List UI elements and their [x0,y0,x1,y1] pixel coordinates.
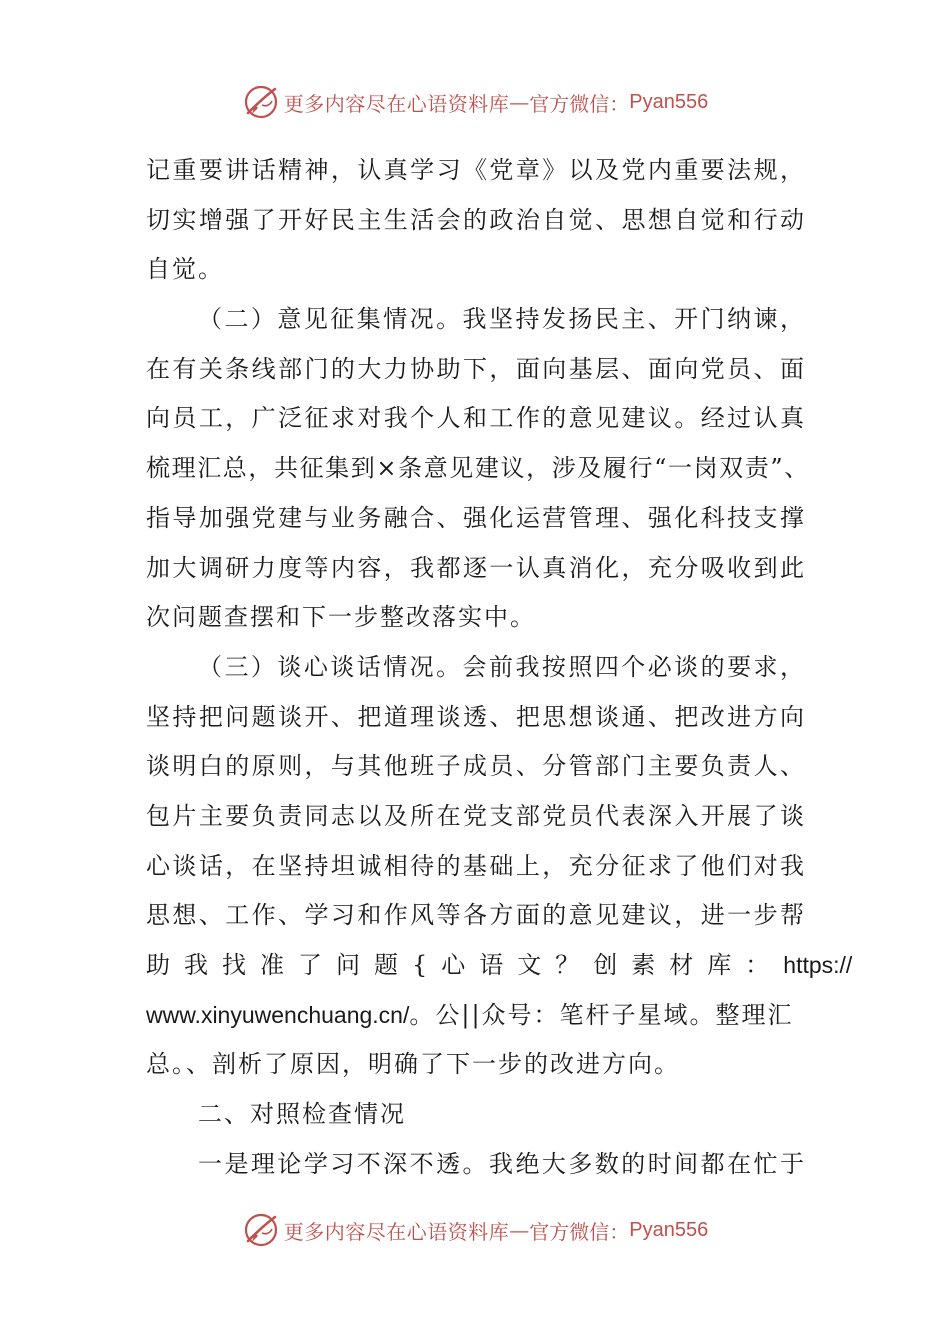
text-line: 指导加强党建与业务融合、强化运营管理、强化科技支撑 [146,503,806,532]
text-line-part: 助我找准了问题{心语文？创素材库： [146,951,784,979]
text-line: 记重要讲话精神，认真学习《党章》以及党内重要法规， [146,156,806,184]
section-heading: 二、对照检查情况 [198,1100,406,1129]
text-line: 一是理论学习不深不透。我绝大多数的时间都在忙于 [198,1149,806,1178]
document-body [146,146,853,1189]
paragraph-heading-line: （二）意见征集情况。我坚持发扬民主、开门纳谏， [198,305,806,334]
text-line: 包片主要负责同志以及所在党支部党员代表深入开展了谈 [146,801,806,830]
header-banner [0,82,950,122]
footer-banner [0,1210,950,1250]
url-part[interactable]: https:// [783,952,853,978]
banner-main-text: 更多内容尽在心语资料库 [283,91,510,116]
paragraph-heading-line: （三）谈心谈话情况。会前我按照四个必谈的要求， [198,652,806,681]
text-line: 坚持把问题谈开、把道理谈透、把思想谈通、把改进方向 [146,702,806,731]
text-line: 总。、剖析了原因，明确了下一步的改进方向。 [146,1050,680,1079]
banner-wechat-label: 官方微信： [529,1219,630,1244]
banner-wechat-label: 官方微信： [529,91,630,116]
text-line: 加大调研力度等内容，我都逐一认真消化，充分吸收到此 [146,553,806,582]
text-line: 次问题查摆和下一步整改落实中。 [146,603,536,632]
text-line: 心谈话，在坚持坦诚相待的基础上，充分征求了他们对我 [146,851,806,880]
pen-logo-icon [242,83,280,121]
text-line-part: 。公||众号：笔杆子星域。整理汇 [409,1000,794,1029]
text-line: 谈明白的原则，与其他班子成员、分管部门主要负责人、 [146,752,806,781]
banner-separator: — [509,90,530,114]
banner-wechat-id: Pyan556 [629,90,709,113]
text-line: 梳理汇总，共征集到×条意见建议，涉及履行“一岗双责”、 [146,454,810,483]
text-line: 在有关条线部门的大力协助下，面向基层、面向党员、面 [146,354,806,383]
pen-logo-icon [242,1211,280,1249]
text-line: 思想、工作、学习和作风等各方面的意见建议，进一步帮 [146,901,806,930]
text-line: 向员工，广泛征求对我个人和工作的意见建议。经过认真 [146,404,806,433]
text-line-with-url [146,991,806,1041]
url-link[interactable]: www.xinyuwenchuang.cn/ [146,1001,410,1028]
banner-separator: — [509,1218,530,1242]
banner-main-text: 更多内容尽在心语资料库 [283,1219,510,1244]
text-line: 自觉。 [146,255,224,284]
banner-wechat-id: Pyan556 [629,1218,709,1241]
text-line-with-url [146,941,853,991]
text-line: 切实增强了开好民主生活会的政治自觉、思想自觉和行动 [146,205,806,234]
